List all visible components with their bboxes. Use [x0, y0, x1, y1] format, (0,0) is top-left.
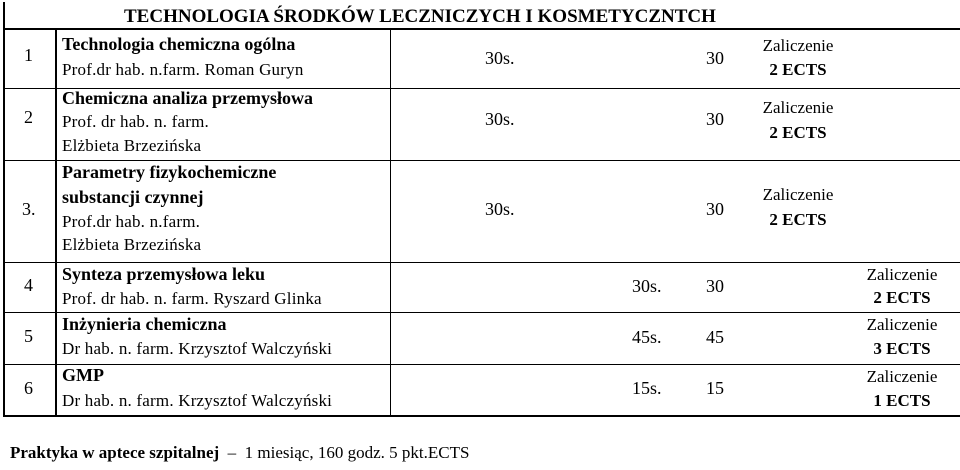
credit-type: Zaliczenie	[866, 265, 938, 284]
hours: 45s.	[632, 327, 662, 347]
hours-count: 30	[706, 199, 724, 219]
row-number: 2	[24, 107, 33, 127]
credit-type: Zaliczenie	[866, 315, 938, 334]
hours-count: 30	[706, 276, 724, 296]
ects: 3 ECTS	[873, 339, 931, 358]
hours: 30s.	[485, 199, 515, 219]
lecturer: Prof. dr hab. n. farm.	[62, 112, 209, 131]
hours-count: 15	[706, 378, 724, 398]
footer-label: Praktyka w aptece szpitalnej	[10, 443, 220, 462]
lecturer: Prof.dr hab. n.farm.	[62, 212, 201, 231]
page-title: TECHNOLOGIA ŚRODKÓW LECZNICZYCH I KOSMETYCZNTCH	[124, 6, 716, 27]
course-name: GMP	[62, 365, 104, 385]
footer-text: 1 miesiąc, 160 godz. 5 pkt.ECTS	[244, 443, 470, 462]
credit-type: Zaliczenie	[866, 367, 938, 386]
hours-count: 30	[706, 109, 724, 129]
row-number: 1	[24, 45, 33, 65]
credit-type: Zaliczenie	[762, 36, 834, 55]
course-name: Synteza przemysłowa leku	[62, 264, 265, 284]
ects: 2 ECTS	[873, 288, 931, 307]
lecturer: Elżbieta Brzezińska	[62, 235, 202, 254]
hours: 30s.	[632, 276, 662, 296]
row-number: 6	[24, 378, 33, 398]
ects: 2 ECTS	[769, 210, 827, 229]
hours: 30s.	[485, 48, 515, 68]
ects: 1 ECTS	[873, 391, 931, 410]
row-number: 4	[24, 275, 33, 295]
course-name: Chemiczna analiza przemysłowa	[62, 88, 313, 108]
credit-type: Zaliczenie	[762, 185, 834, 204]
row-number: 5	[24, 326, 33, 346]
hours: 30s.	[485, 109, 515, 129]
lecturer: Dr hab. n. farm. Krzysztof Walczyński	[62, 391, 333, 410]
course-name: Inżynieria chemiczna	[62, 314, 227, 334]
footer-note	[10, 443, 469, 463]
ects: 2 ECTS	[769, 60, 827, 79]
lecturer: Dr hab. n. farm. Krzysztof Walczyński	[62, 339, 333, 358]
lecturer: Elżbieta Brzezińska	[62, 136, 202, 155]
hours-count: 45	[706, 327, 724, 347]
course-name: substancji czynnej	[62, 187, 204, 207]
hours: 15s.	[632, 378, 662, 398]
course-name: Parametry fizykochemiczne	[62, 162, 277, 182]
lecturer: Prof.dr hab. n.farm. Roman Guryn	[62, 60, 304, 79]
footer-dash: –	[223, 443, 241, 462]
credit-type: Zaliczenie	[762, 98, 834, 117]
course-name: Technologia chemiczna ogólna	[62, 34, 296, 54]
row-number: 3.	[22, 199, 36, 219]
lecturer: Prof. dr hab. n. farm. Ryszard Glinka	[62, 289, 322, 308]
hours-count: 30	[706, 48, 724, 68]
ects: 2 ECTS	[769, 123, 827, 142]
